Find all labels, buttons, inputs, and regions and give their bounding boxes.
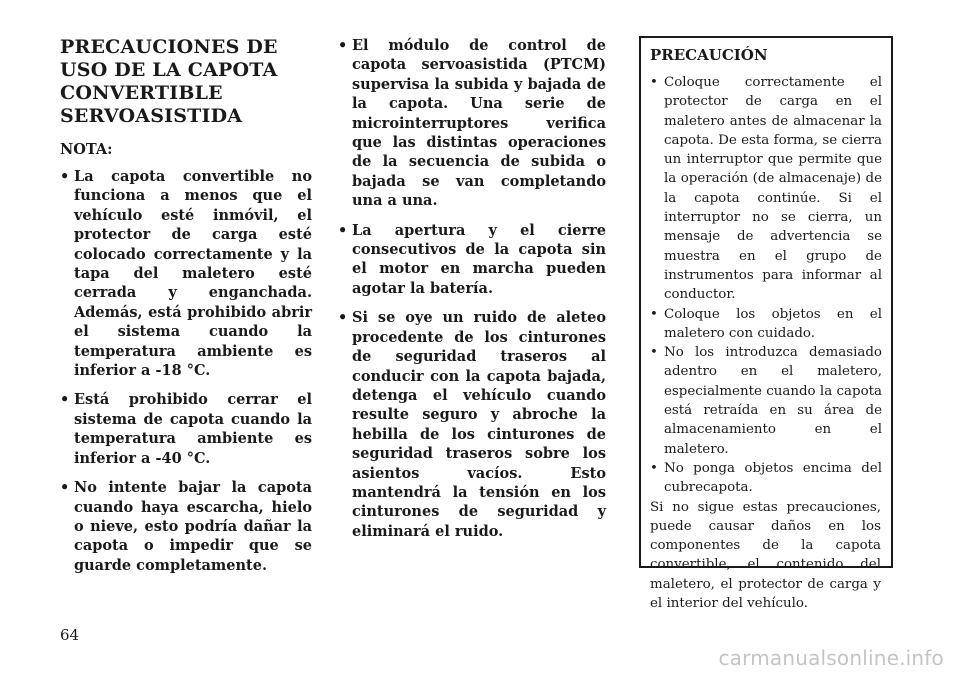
middle-column <box>338 36 606 551</box>
caution-bullet: • No ponga objetos encima del cubrecapota. <box>650 459 882 498</box>
caution-bullet-list <box>650 73 882 498</box>
note-bullet: • La capota convertible no funciona a menos que el vehículo esté inmóvil, el protector de carga esté colocado correctamente y la tapa del maletero esté cerrada y enganchada. Además, está prohibido abrir el sistema cuando la temperatura ambiente es inferior a -18 °C. <box>60 167 312 380</box>
section-heading: PRECAUCIONES DE USO DE LA CAPOTA CONVERTIBLE SERVOASISTIDA <box>60 36 278 127</box>
note-bullet: • No intente bajar la capota cuando haya escarcha, hielo o nieve, esto podría dañar la capota o impedir que se guarde completamente. <box>60 478 312 575</box>
note-bullet: • El módulo de control de capota servoasistida (PTCM) supervisa la subida y bajada de la capota. Una serie de microinterruptores verifica que las distintas operaciones de la secuencia de subida o bajada se van completando una a una. <box>338 36 606 211</box>
page-number: 64 <box>60 626 80 644</box>
left-column <box>60 36 312 585</box>
watermark: carmanualsonline.info <box>718 646 944 670</box>
note-bullet: • Si se oye un ruido de aleteo procedente de los cinturones de seguridad traseros al conducir con la capota bajada, detenga el vehículo cuando resulte seguro y abroche la hebilla de los cinturones de seguridad traseros sobre los asientos vacíos. Esto mantendrá la tensión en los cinturones de seguridad y eliminará el ruido. <box>338 308 606 541</box>
caution-bullet: • Coloque correctamente el protector de carga en el maletero antes de almacenar la capota. De esta forma, se cierra un interruptor que permite que la operación (de almacenaje) de la capota continúe. Si el interruptor no se cierra, un mensaje de advertencia se muestra en el grupo de instrumentos para informar al conductor. <box>650 73 882 305</box>
caution-box <box>639 36 893 612</box>
caution-title: PRECAUCIÓN <box>650 46 768 64</box>
note-label: NOTA: <box>60 141 113 158</box>
note-bullet: • Está prohibido cerrar el sistema de capota cuando la temperatura ambiente es inferior a -40 °C. <box>60 390 312 468</box>
note-bullet-list-continued <box>338 36 606 541</box>
note-bullet: • La apertura y el cierre consecutivos de la capota sin el motor en marcha pueden agotar la batería. <box>338 221 606 299</box>
caution-closing-text: Si no sigue estas precauciones, puede causar daños en los componentes de la capota convertible, el contenido del maletero, el protector de carga y el interior del vehículo. <box>650 499 881 612</box>
caution-bullet: • Coloque los objetos en el maletero con cuidado. <box>650 305 882 344</box>
caution-bullet: • No los introduzca demasiado adentro en el maletero, especialmente cuando la capota está retraída en su área de almacenamiento en el maletero. <box>650 343 882 459</box>
note-bullet-list <box>60 167 312 575</box>
